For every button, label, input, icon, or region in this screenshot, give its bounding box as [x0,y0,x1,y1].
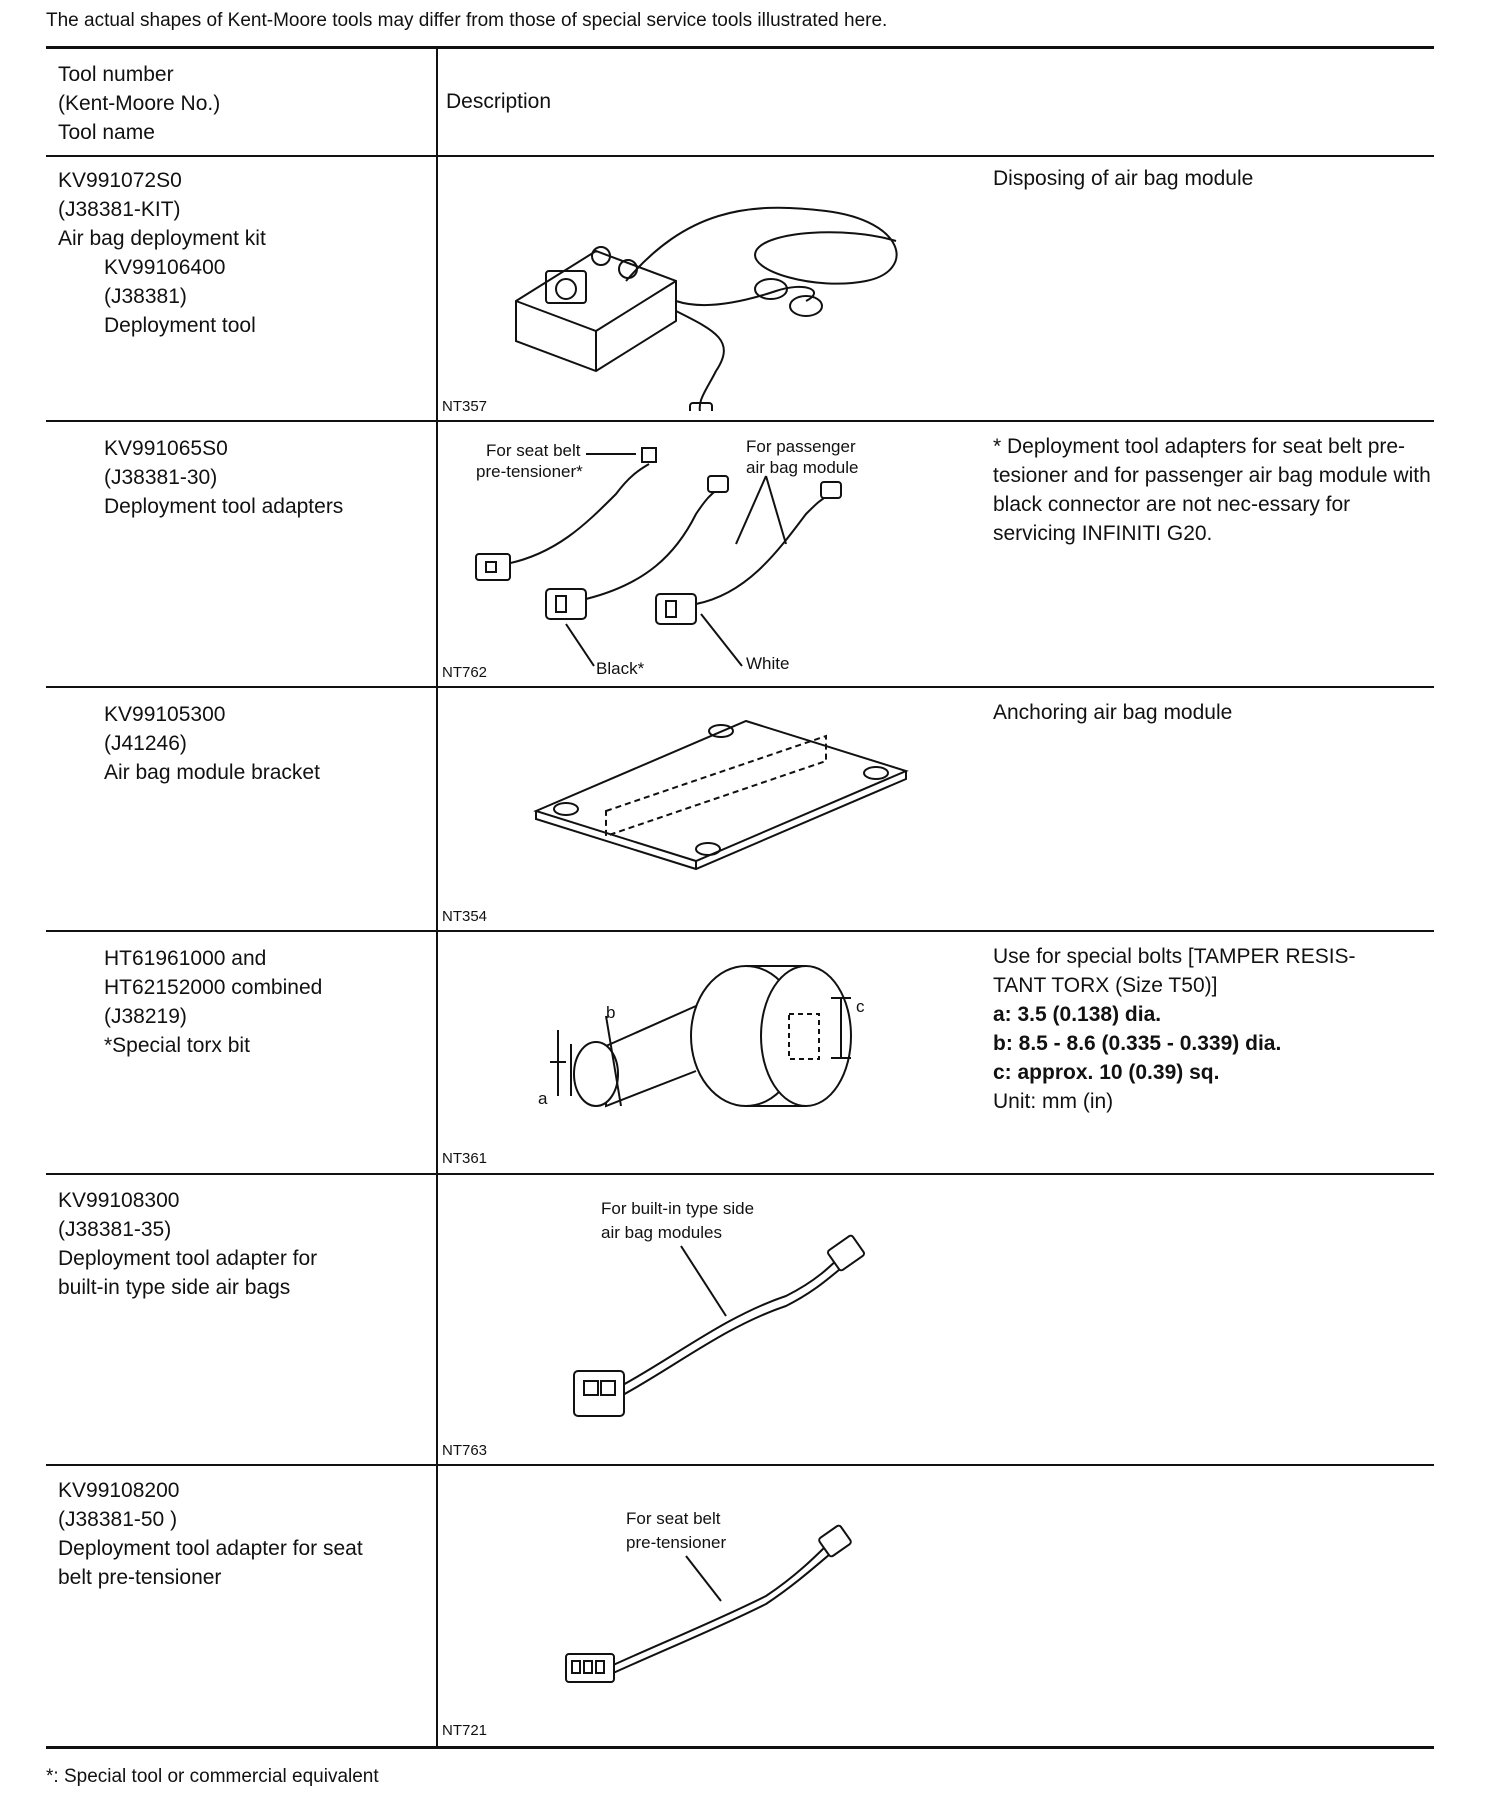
row-divider [46,1173,1434,1175]
figure-code: NT357 [442,398,488,415]
row-2-description: * Deployment tool adapters for seat belt pre-tesioner and for passenger air bag module with black connector are not nec-essary for servicing INFINITI G20. [993,435,1431,545]
air-bag-module-bracket-figure [446,701,966,921]
deployment-tool-adapters-figure [446,434,976,682]
svg-text:air bag modules: air bag modules [601,1223,722,1242]
header-description: Description [446,90,552,113]
row-divider [46,1464,1434,1466]
side-air-bag-adapter-figure [446,1186,966,1456]
svg-text:For seat belt: For seat belt [626,1509,721,1528]
row-5-tool-info: KV99108300 (J38381-35) Deployment tool adapter for built-in type side air bags [58,1189,318,1299]
svg-text:For seat belt: For seat belt [486,441,581,460]
row-divider [46,420,1434,422]
header-rule [46,155,1434,157]
svg-text:pre-tensioner: pre-tensioner [626,1533,727,1552]
svg-text:White: White [746,654,790,673]
svg-text:b: b [606,1003,616,1022]
row-4-description: Use for special bolts [TAMPER RESIS- TANT TORX (Size T50)] a: 3.5 (0.138) dia. b: 8.5 - 8.6 (0.335 - 0.339) dia. c: approx. 10 (0.39) sq. Unit: mm (in) [993,945,1356,1113]
row-6-tool-info: KV99108200 (J38381-50 ) Deployment tool adapter for seat belt pre-tensioner [58,1479,363,1589]
figure-code: NT354 [442,908,488,925]
seat-belt-pretensioner-adapter-figure [446,1476,966,1736]
figure-code: NT721 [442,1722,488,1739]
figure-code: NT763 [442,1442,488,1459]
svg-text:For passenger: For passenger [746,437,856,456]
row-1-description: Disposing of air bag module [993,167,1254,190]
svg-text:Black*: Black* [596,659,645,678]
deployment-tool-figure [446,171,966,411]
row-2-tool-info: KV991065S0 (J38381-30) Deployment tool adapters [104,437,344,518]
row-divider [46,930,1434,932]
figure-code: NT361 [442,1150,488,1167]
top-note: The actual shapes of Kent-Moore tools may differ from those of special service tools illustrated here. [46,10,888,31]
figure-code: NT762 [442,664,488,681]
svg-text:For built-in type side: For built-in type side [601,1199,755,1218]
column-divider [436,46,438,1746]
tool-table [46,46,1434,1756]
row-1-tool-info: KV991072S0 (J38381-KIT) Air bag deployment kit KV99106400 (J38381) Deployment tool [58,169,266,337]
header-tool-number: Tool number (Kent-Moore No.) Tool name [58,63,221,144]
special-torx-bit-figure [446,946,966,1166]
row-divider [46,686,1434,688]
svg-text:pre-tensioner*: pre-tensioner* [476,462,583,481]
table-top-rule [46,46,1434,49]
table-bottom-rule [46,1746,1434,1749]
svg-text:air bag module: air bag module [746,458,859,477]
svg-text:a: a [538,1089,548,1108]
row-3-description: Anchoring air bag module [993,701,1233,724]
row-4-tool-info: HT61961000 and HT62152000 combined (J38219) *Special torx bit [104,947,323,1057]
svg-text:c: c [856,997,865,1016]
row-3-tool-info: KV99105300 (J41246) Air bag module bracket [104,703,320,784]
footer-note: *: Special tool or commercial equivalent [46,1766,379,1787]
